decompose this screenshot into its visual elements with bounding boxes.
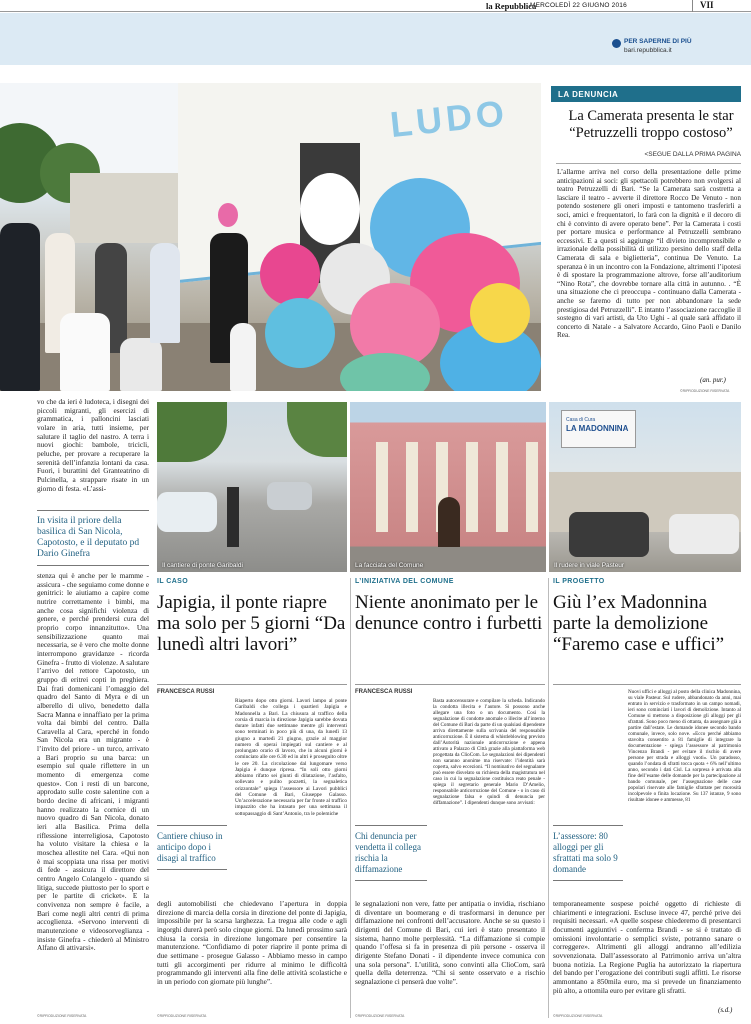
article-body: Riaperto dopo otto giorni. Lavori lampo al ponte Garibaldi che collega i quartieri Japigia e Madonnella a Bari. La chiusura al traffico della corsia di marcia in direzione Japigia sarebbe dovuta durare infatti due settimane mentre gli interventi sono terminati in poco più di una, da lunedì 13 giugno a martedì 21 giugno, grazie al maggior numero di operai impiegati sul cantiere e al prolungato orario di lavoro, che in alcuni giorni è cominciato alle ore 6.30 ed in altri è proseguito oltre le ore 20. La circolazione dal lungomare verso Japigia è dunque ripresa. “In soli otto giorni abbiamo rifatto sei giunti di dilatazione, l’asfalto, sollevato e pulito pozzetti, la segnaletica orizzontale” spiega l’assessore ai Lavori pubblici del Comune di Bari, Giuseppe Galasso. Un’accelerazione necessaria per far fronte al traffico impazzito che ha intasato per una settimana il sottopassaggio di Sant’Antonio, tra le polemiche: [235, 698, 347, 817]
main-photo: [0, 83, 541, 391]
section-tag: LA DENUNCIA: [551, 86, 741, 102]
divider: [553, 684, 741, 685]
photo-caption: Il cantiere di ponte Garibaldi: [162, 562, 243, 569]
article-title: Japigia, il ponte riapre ma solo per 5 giorni “Da lunedì altri lavori”: [157, 592, 346, 655]
page-header: [0, 0, 751, 12]
article-body: temporaneamente sospese poiché oggetto di richieste di chiarimenti e integrazioni. Escluse invece 47, perché prive dei requisiti necessari. «A quelle sospese chiederemo di presentarci documenti aggiuntivi - conferma Brandi - se si è trattato di omissioni involontarie o semplici sviste, potranno sanare o correggere». Altrimenti gli alloggi andranno all’edilizia sovvenzionata. Dall’assessorato al Patrimonio arriva un’altra buona notizia. La Regione Puglia ha autorizzato la riapertura del bando per l’erogazione dei contributi sugli affitti. Le risorse ammontano a 850mila euro, ma si prevede un finanziamento più alto, a ottomila euro per evitare gli sfratti.: [553, 899, 741, 995]
pull-quote: L’assessore: 80 alloggi per gli sfrattati ma solo 9 domande: [553, 825, 623, 881]
issue-date: MERCOLEDÌ 22 GIUGNO 2016: [530, 2, 627, 9]
continued-note: <SEGUE DALLA PRIMA PAGINA: [644, 151, 741, 158]
author-initials: (s.d.): [718, 1006, 733, 1014]
article-body: Basta autocensurare e compilare la scheda. Indicando la condotta illecita e l’autore. Si possono anche allegare una foto o un documento. Così la segnalazione di condotte anomale o illecite all’interno del Comune di Bari da parte di un qualsiasi dipendente arriva direttamente sulla scrivania del responsabile anticorruzione. È il sistema di whistleblowing previsto dall’Autorità nazionale anticorruzione e appena attivato a Palazzo di Città grazie alla piattaforma web progettata da ClioCom. Le segnalazioni dei dipendenti non saranno anonime ma riservate: l’identità sarà coperta, salvo eccezioni. “Il nominativo del segnalante può essere disvelato su richiesta della magistratura nel caso in cui la segnalazione costituisca reato penale - spiega il segretario generale Mario D’Amelio, responsabile anticorruzione del Comune - o in caso di segnalazione falsa e quindi di denuncia per diffamazione”. I dipendenti dunque sono avvisati:: [433, 698, 545, 807]
section-tag: L’INIZIATIVA DEL COMUNE: [355, 578, 454, 585]
photo-caption-box: In visita il priore della basilica di San Nicola, Capotosto, e il deputato pd Dario Ginefra: [37, 510, 149, 566]
copyright-note: ©RIPRODUZIONE RISERVATA: [355, 1014, 405, 1018]
article-title: Giù l’ex Madonnina parte la demolizione “Faremo case e uffici”: [553, 592, 725, 655]
photo-worker: [227, 487, 239, 547]
photo-car: [267, 482, 312, 510]
photo-tree: [157, 402, 227, 462]
photo-balloon: [265, 298, 335, 368]
denuncia-body: L’allarme arriva nel corso della presentazione delle prime anticipazioni ai soci: gli spettacoli potrebbero non svolgersi al teatro Petruzzelli di Bari. “Se la Camerata sarà costretta a lasciare il teatro - avverte il direttore Rocco De Venuto - non potendo sostenere gli oneri imposti e tantomeno trasferirli a soci, amici e frequentatori, lo farà con la dignità e il decoro di chi è convinto di avere operato bene”. Per la Camerata i costi per portare musica e performance al Petruzzelli sembrano eccessivi. E a questi si aggiunge “il divieto incomprensibile e irrazionale della possibilità di utilizzo persino dello staff della Camerata di sala e biglietteria”, continua De Venuto. La speranza è in un incontro con la Fondazione, altrimenti l’ipotesi è di spostare la programmazione altrove, forse all’auditorium “Nino Rota”, che dovrebbe tornare alla città in autunno. . “È una situazione che ci preoccupa - continuano dalla Camerata - anche se faremo di tutto per non abbandonare la sede prestigiosa del Petruzzelli”. E intanto l’associazione raccoglie il sostegno di vari artisti, da Uto Ughi - al quale sarà affidato il concerto di Natale - a Salvatore Accardo, Gino Paoli e Danilo Rea.: [557, 168, 741, 340]
article-body: degli automobilisti che chiedevano l’apertura in doppia direzione di marcia della corsia in direzione del ponte di Japigia, impossibile per la scarsa larghezza. La tregua alle code e agli ingorghi durerà però solo cinque giorni. Da lunedì prossimo sarà chiusa la corsia in direzione lungomare per consentire la manutenzione. “Confidiamo di poter riaprire il ponte prima di due settimane - prosegue Galasso - Abbiamo messo in campo tutti gli accorgimenti per ridurre al minimo le difficoltà programmando gli interventi alla fine delle attività scolastiche e in un periodo con giornate più lunghe”.: [157, 899, 347, 986]
column-divider: [548, 578, 549, 1018]
photo-caption: Il rudere in viale Pasteur: [554, 562, 625, 569]
article-continuation: vo che da ieri è ludoteca, i disegni dei piccoli migranti, gli esercizi di grammatica, i palloncini lasciati volare in aria, tutti insieme, per salutare il taglio del nastro. A terra i nuovi giochi: bambole, tricicli, peluche, per provare a recuperare la serenità dell’infanzia lontani da casa. Fuori, i burattini del Granteatrino di Pulcinella, a strappare risate in un giorno di festa. «L’assi-: [37, 397, 149, 493]
article-continuation: stenza qui è anche per le mamme - assicura - che seguiamo come donne e genitrici: le aiutiamo a capire come nutrire correttamente i bimbi, ma anche cosa significhi violenza di genere, e perché prendersi cura del proprio corpo innanzitutto». Una sensibilizzazione quanto mai necessaria, se è vero che molte donne interrompono gravidanze - ricorda Ginefra - frutto di violenze. A salutare l’arrivo del rettore Capotosto, un gruppo di eritrei copti in preghiera. Dai frati domenicani l’omaggio del quadro del Santo di Myra e di un alberello di ulivo, benedetto dalla Sacra Manna e innaffiato per la prima volta dai bimbi del centro. Dalla Caravella al Cara, «perché in fondo San Nicola era un migrante - è l’invito del priore - un turco, arrivato a Bari proprio su una barca: un esempio sul quale riflettere in un momento di emergenza come questo». Con i resti di un barcone, approdato sulle coste salentine con a bordo decine di africani, i migranti hanno realizzato la cornice di un nuovo quadro di San Nicola, donato ieri alla Basilica. Prima della riflessione interreligiosa, Capotosto ha voluto visitare la chiesa e la moschea allestite nel Cara. «Qui non è mai scoppiata una rissa per motivi di fede - assicura il direttore del centro Angelo Colangelo - quando si litiga, succede piuttosto per lo sport e per le partite di cricket». E la convivenza non sempre è facile, a Bari come negli altri centri di prima accoglienza. «Servono interventi di manutenzione e videosorveglianza - insiste Ginefra - chiederò al Ministro Alfano di attivarsi».: [37, 571, 149, 953]
promo-heading: PER SAPERNE DI PIÙ: [624, 38, 692, 45]
byline: FRANCESCA RUSSI: [157, 689, 215, 695]
photo-person: [150, 243, 180, 343]
sign-line: LA MADONNINA: [566, 424, 629, 433]
photo-sign-board: [561, 410, 636, 448]
copyright-note: ©RIPRODUZIONE RISERVATA: [553, 1014, 603, 1018]
photo-caption: La facciata del Comune: [355, 562, 424, 569]
promo-url[interactable]: bari.repubblica.it: [624, 47, 672, 54]
photo-container-building: [70, 173, 180, 243]
photo-car: [669, 514, 739, 554]
article-body: le segnalazioni non vere, fatte per antipatia o invidia, rischiano di diventare un boomerang e di trasformarsi in denunce per diffamazione nei confronti dell’accusatore. Anche se su questo i dirigenti del Comune di Bari, cui ieri è stato presentato il sistema, hanno molte perplessità. “La diffamazione si compie quando l’offesa si fa in presenza di più persone - osserva il dirigente Stefano Donati - il dipendente invece comunica con una sola persona”. L’utilità, sono convinti alla ClioCom, sarà quella della deterrenza. “Chi si sente osservato e a rischio segnalazione ci penserà due volte”.: [355, 899, 545, 986]
photo-balloon: [218, 203, 238, 227]
photo-doorway: [438, 497, 460, 547]
photo-balloon: [300, 173, 360, 245]
photo-child: [230, 323, 256, 391]
newspaper-name: la Repubblica: [486, 1, 537, 11]
byline: FRANCESCA RUSSI: [355, 689, 413, 695]
arrow-icon: [612, 39, 621, 48]
author-initials: (an. pur.): [700, 376, 726, 384]
photo-tree: [287, 402, 347, 457]
photo-ponte-garibaldi: [157, 402, 347, 572]
header-divider: [692, 0, 693, 12]
photo-balloon: [260, 243, 320, 305]
pull-quote: Cantiere chiuso in anticipo dopo i disagi al traffico: [157, 825, 227, 870]
column-divider: [350, 578, 351, 1018]
pull-quote: Chi denuncia per vendetta il collega rischia la diffamazione: [355, 825, 427, 881]
page-number: VII: [700, 0, 714, 10]
divider: [157, 684, 347, 685]
divider: [355, 684, 545, 685]
photo-child: [60, 313, 110, 391]
section-tag: IL CASO: [157, 578, 189, 585]
copyright-note: ©RIPRODUZIONE RISERVATA: [680, 389, 730, 393]
photo-sign: LUDO: [388, 91, 510, 146]
photo-person: [0, 223, 40, 391]
article-title: Niente anonimato per le denunce contro i furbetti: [355, 592, 543, 634]
article-body: Nuovi uffici e alloggi al posto della clinica Madonnina, su viale Pasteur. Sul rudere, abbandonato da anni, mai entrato in servizio e trasformato in un campo nomadi, ieri sono cominciati i lavori di demolizione. Intanto al Comune si mettono a disposizione gli alloggi per gli sfrattati. Sono poco meno di ottanta, da assegnare già a partire dall’estate. Le domande idonee secondo bando comunale, invece, solo nove. «Ecco perché abbiamo stavolta consentito a 81 famiglie di integrare la documentazione - spiega l’assessore al patrimonio Vincenzo Brandi - per evitare il rischio di avere persone per strada e alloggi vuoti». Un paradosso, quando l’ondata di sfratti tocca quota + 6% nell’ultimo anno, secondo i dati Cisl. La sorpresa è arrivata alla fine dell’esame delle domande per la partecipazione al bando comunale, per l’assegnazione delle case popolari riservate alle famiglie sfrattate per morosità incolpevole o finita locazione. Su 137 istanze, 9 sono risultate idonee e ammesse, 81: [628, 689, 741, 804]
copyright-note: ©RIPRODUZIONE RISERVATA: [157, 1014, 207, 1018]
photo-child: [120, 338, 162, 391]
denuncia-title: La Camerata presenta le star “Petruzzelli troppo costoso”: [568, 108, 734, 141]
photo-balloon: [470, 283, 530, 343]
section-tag: IL PROGETTO: [553, 578, 605, 585]
photo-car: [569, 512, 649, 557]
copyright-note: ©RIPRODUZIONE RISERVATA: [37, 1014, 87, 1018]
photo-facciata-comune: [350, 402, 546, 572]
photo-car: [157, 492, 217, 532]
divider: [556, 163, 741, 164]
photo-rudere-pasteur: [549, 402, 741, 572]
sign-line: Casa di Cura: [566, 417, 596, 423]
